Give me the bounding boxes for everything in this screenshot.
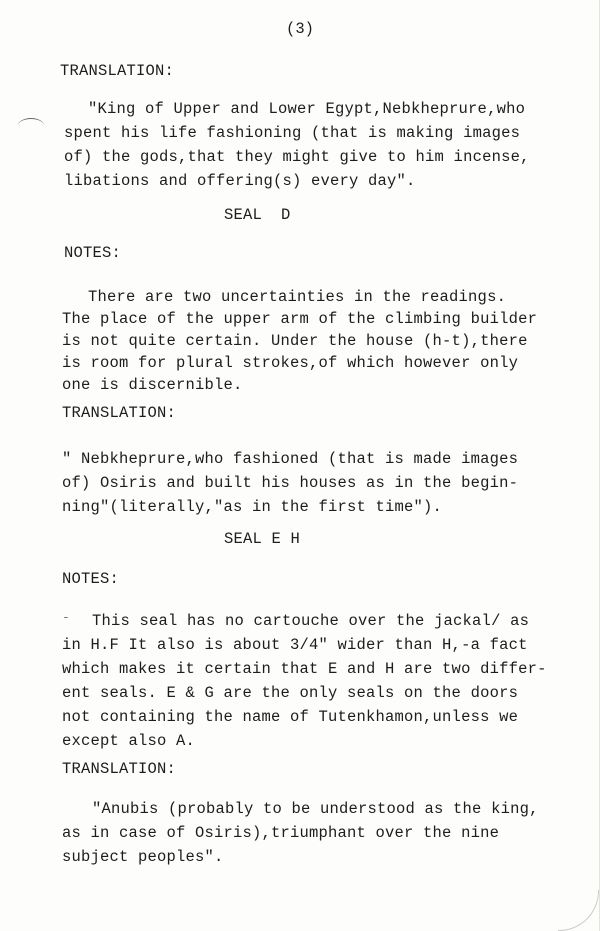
text-line: "King of Upper and Lower Egypt,Nebkheprure,who — [88, 100, 526, 118]
text-line: ning"(literally,"as in the first time"). — [62, 498, 443, 516]
text-line: subject peoples". — [62, 848, 224, 866]
seal-title: SEAL E H — [224, 530, 301, 548]
text-line: which makes it certain that E and H are two differ- — [62, 660, 547, 678]
notes-heading: NOTES: — [62, 570, 120, 588]
text-line: "Anubis (probably to be understood as the king, — [92, 800, 539, 818]
text-line: of) Osiris and built his houses as in the begin- — [62, 474, 519, 492]
text-line: in H.F It also is about 3/4" wider than H,-a fact — [62, 636, 528, 654]
text-line: " Nebkheprure,who fashioned (that is made images — [62, 450, 519, 468]
text-line: except also A. — [62, 732, 196, 750]
text-line: This seal has no cartouche over the jackal/ as — [92, 612, 530, 630]
text-line: There are two uncertainties in the readings. — [88, 288, 507, 306]
text-line: not containing the name of Tutenkhamon,unless we — [62, 708, 519, 726]
notes-heading: NOTES: — [64, 244, 122, 262]
translation-heading: TRANSLATION: — [60, 62, 175, 80]
page-number: (3) — [286, 20, 314, 38]
text-line: of) the gods,that they might give to him incense, — [64, 148, 530, 166]
seal-title: SEAL D — [224, 206, 291, 224]
margin-mark: - — [62, 610, 70, 625]
text-line: one is discernible. — [62, 376, 243, 394]
translation-heading: TRANSLATION: — [62, 760, 177, 778]
translation-heading: TRANSLATION: — [62, 404, 177, 422]
text-line: is room for plural strokes,of which however only — [62, 354, 519, 372]
text-line: ent seals. E & G are the only seals on the doors — [62, 684, 519, 702]
text-line: spent his life fashioning (that is making images — [64, 124, 521, 142]
binder-hole-mark — [18, 118, 44, 133]
text-line: The place of the upper arm of the climbing builder — [62, 310, 538, 328]
text-line: is not quite certain. Under the house (h-t),there — [62, 332, 528, 350]
text-line: libations and offering(s) every day". — [64, 172, 416, 190]
text-line: as in case of Osiris),triumphant over the nine — [62, 824, 500, 842]
page-corner — [558, 890, 599, 931]
